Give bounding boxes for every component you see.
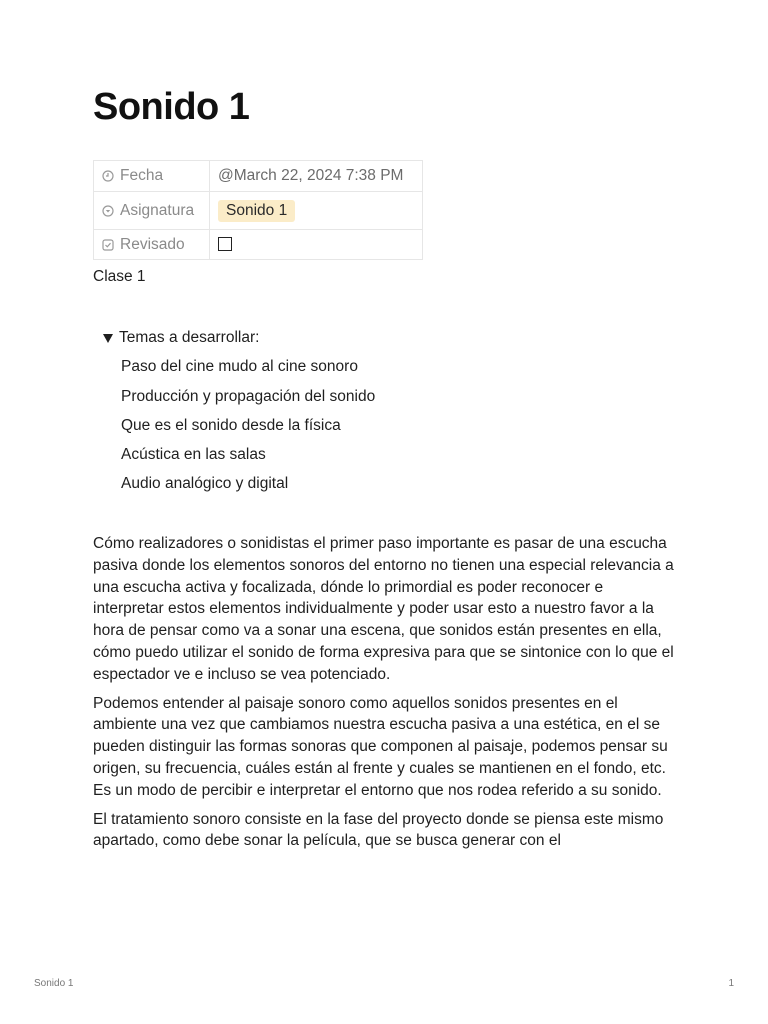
- select-icon: [102, 205, 114, 217]
- property-value: [210, 230, 423, 260]
- property-key: [94, 161, 210, 192]
- property-row-asignatura: [94, 192, 423, 230]
- property-key: [94, 230, 210, 260]
- property-row-fecha: [94, 161, 423, 192]
- property-row-revisado: [94, 230, 423, 260]
- subject-tag[interactable]: Sonido 1: [218, 200, 295, 222]
- page-title: Sonido 1: [93, 86, 250, 128]
- list-item: Paso del cine mudo al cine sonoro: [121, 358, 358, 375]
- list-item: Acústica en las salas: [121, 446, 266, 464]
- property-key: [94, 192, 210, 230]
- topics-list: [103, 348, 375, 494]
- toggle-label: Temas a desarrollar:: [119, 329, 260, 346]
- revisado-checkbox[interactable]: [218, 237, 232, 251]
- topics-toggle: [103, 328, 375, 494]
- property-key-label: Revisado: [120, 235, 185, 253]
- list-item: Audio analógico y digital: [121, 475, 289, 493]
- properties-table: [93, 160, 423, 260]
- clock-icon: [102, 170, 114, 182]
- property-value[interactable]: [210, 192, 423, 230]
- list-item: Que es el sonido desde la física: [121, 416, 341, 434]
- property-key-label: Asignatura: [120, 201, 195, 219]
- paragraph: El tratamiento sonoro consiste en la fase del proyecto donde se piensa este mismo apartado, como debe sonar la película, que se busca generar con el: [93, 810, 664, 850]
- date-value[interactable]: @March 22, 2024 7:38 PM: [218, 167, 404, 184]
- toggle-triangle-icon[interactable]: [103, 334, 113, 343]
- paragraph: Podemos entender al paisaje sonoro como aquellos sonidos presentes en el ambiente una vez que cambiamos nuestra escucha pasiva a una estética, en el se pueden distinguir las formas sonoras que componen al paisaje, podemos pensar su origen, su frecuencia, cuáles están al frente y cuales se mantienen en el fondo, etc. Es un modo de percibir e interpretar el entorno que nos rodea referido a su sonido.: [93, 694, 668, 799]
- footer-title: Sonido 1: [34, 978, 74, 989]
- property-value[interactable]: [210, 161, 423, 192]
- checkbox-property-icon: [102, 239, 114, 251]
- list-item: Producción y propagación del sonido: [121, 387, 376, 405]
- property-key-label: Fecha: [120, 167, 164, 184]
- body-text: [93, 533, 675, 859]
- toggle-header[interactable]: [103, 328, 375, 348]
- paragraph: Cómo realizadores o sonidistas el primer paso importante es pasar de una escucha pasiva donde los elementos sonoros del entorno no tienen una especial relevancia a una escucha activa y focalizada, dónde lo primordial es poder reconocer e interpretar estos elementos individualmente y poder usar esto a nuestro favor a la hora de pensar como va a sonar una escena, que sonidos están presentes en ella, cómo puedo utilizar el sonido de forma expresiva para que se sintonice con lo que el espectador ve e incluso se vea potenciado.: [93, 535, 674, 683]
- page-number: 1: [728, 978, 734, 989]
- intro-text: Clase 1: [93, 268, 146, 285]
